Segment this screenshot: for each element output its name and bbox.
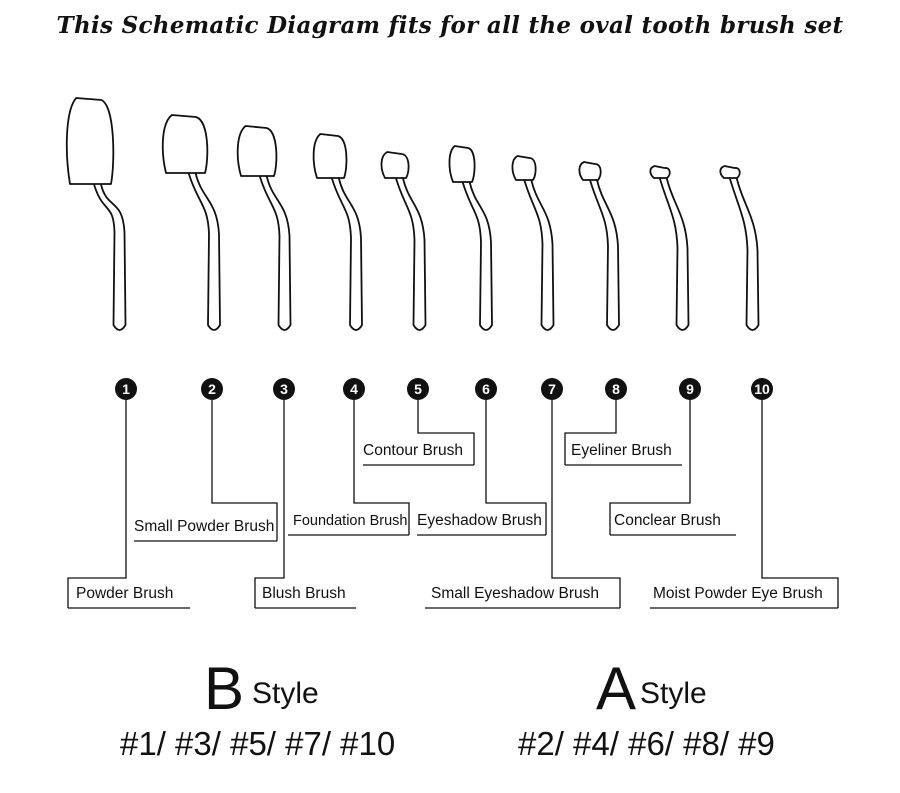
brush-label-8: Eyeliner Brush (571, 442, 672, 459)
brush-head (579, 162, 600, 180)
badge-number-8: 8 (612, 381, 620, 397)
brush-illustrations (67, 98, 759, 330)
brush-3-illustration (238, 126, 291, 330)
brush-4-illustration (314, 134, 362, 330)
brush-handle (332, 178, 362, 330)
badge-number-4: 4 (350, 381, 358, 397)
brush-head (650, 166, 669, 178)
brush-9-illustration (650, 166, 688, 330)
brush-handle (396, 178, 426, 330)
brush-handle (463, 182, 492, 330)
brush-head (512, 156, 535, 180)
brush-8-illustration (579, 162, 619, 330)
style-a-members: #2/ #4/ #6/ #8/ #9 (518, 725, 775, 762)
style-a-letter: A (596, 655, 637, 722)
brush-7-illustration (512, 156, 553, 330)
brush-label-6: Eyeshadow Brush (417, 512, 542, 529)
brush-handle (660, 178, 689, 330)
badge-number-2: 2 (208, 381, 216, 397)
brush-label-10: Moist Powder Eye Brush (653, 585, 823, 602)
callout-lines (68, 400, 838, 608)
brush-handle (730, 178, 759, 330)
brush-label-4: Foundation Brush (293, 513, 408, 529)
callout-line-1 (68, 400, 126, 608)
callout-line-3 (255, 400, 284, 608)
brush-label-9: Conclear Brush (614, 512, 721, 529)
style-b-word: Style (252, 677, 319, 710)
brush-2-illustration (163, 115, 220, 330)
style-b-members: #1/ #3/ #5/ #7/ #10 (120, 725, 396, 762)
badge-number-9: 9 (686, 381, 694, 397)
brush-1-illustration (67, 98, 126, 330)
brush-handle (590, 180, 619, 330)
brush-head (449, 146, 474, 182)
brush-label-1: Powder Brush (76, 585, 174, 602)
brush-10-illustration (720, 166, 758, 330)
brush-label-3: Blush Brush (262, 585, 346, 602)
brush-label-7: Small Eyeshadow Brush (431, 585, 599, 602)
brush-5-illustration (381, 152, 425, 330)
brush-handle (524, 180, 553, 330)
badge-number-5: 5 (414, 381, 422, 397)
brush-label-2: Small Powder Brush (134, 518, 275, 535)
brush-head (720, 166, 739, 178)
style-b-letter: B (204, 655, 245, 722)
brush-head (381, 152, 408, 178)
brush-label-5: Contour Brush (363, 442, 463, 459)
badge-number-10: 10 (754, 381, 770, 397)
brush-head (238, 126, 277, 176)
badge-number-7: 7 (548, 381, 556, 397)
badge-number-6: 6 (482, 381, 490, 397)
style-a-word: Style (640, 677, 707, 710)
brush-labels (76, 442, 823, 602)
number-badges (115, 378, 773, 400)
badge-number-1: 1 (122, 381, 130, 397)
diagram-title: This Schematic Diagram fits for all the oval tooth brush set (56, 12, 844, 39)
brush-handle (260, 176, 291, 330)
brush-head (314, 134, 347, 178)
brush-handle (94, 184, 126, 330)
callout-line-10 (762, 400, 838, 608)
brush-head (163, 115, 208, 173)
brush-handle (189, 173, 220, 330)
brush-6-illustration (449, 146, 492, 330)
brush-head (67, 98, 114, 184)
badge-number-3: 3 (280, 381, 288, 397)
